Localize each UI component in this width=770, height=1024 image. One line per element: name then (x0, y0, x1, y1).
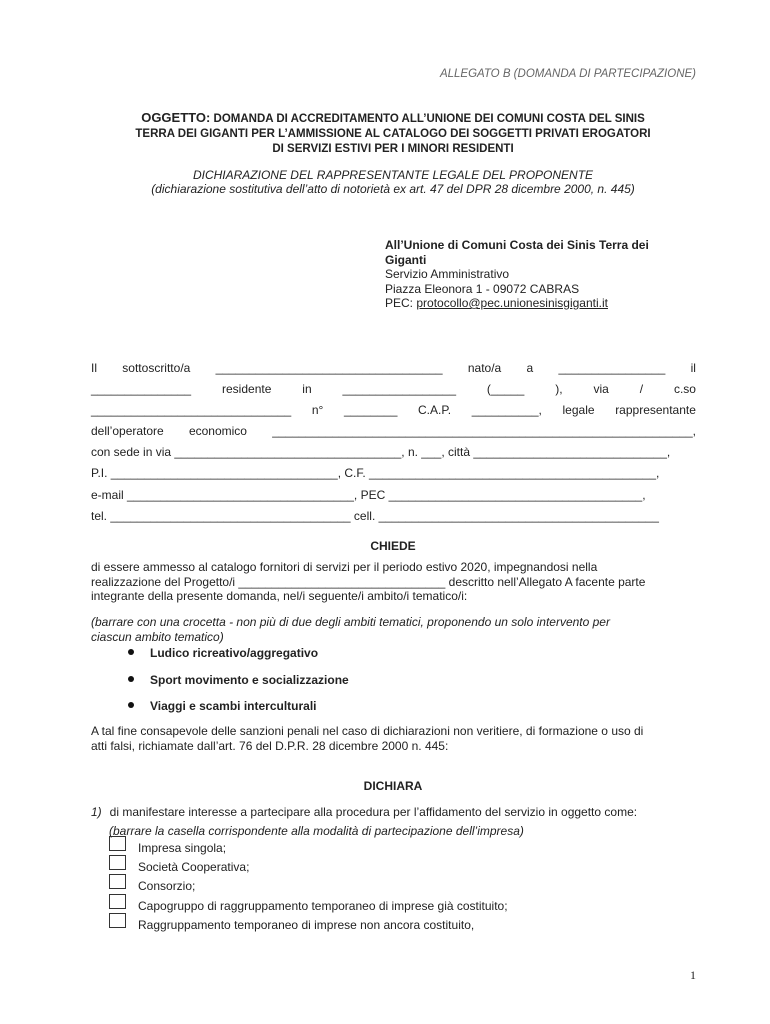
checkbox[interactable] (109, 836, 126, 851)
consapevole-line-2: atti falsi, richiamate dall’art. 76 del D.P.R. 28 dicembre 2000 n. 445: (91, 738, 449, 753)
checkbox[interactable] (109, 913, 126, 928)
checkbox[interactable] (109, 894, 126, 909)
ambito-item[interactable] (128, 699, 317, 713)
ambiti-note-line-2: ciascun ambito tematico) (91, 629, 224, 644)
page-number: 1 (690, 968, 696, 982)
item-text: di manifestare interesse a partecipare alla procedura per l’affidamento del servizio in oggetto come: (109, 805, 638, 819)
form-text: nato/a (467, 361, 502, 375)
form-text: via (593, 382, 609, 396)
oggetto-line-1: DOMANDA DI ACCREDITAMENTO ALL’UNIONE DEI COMUNI COSTA DEL SINIS (213, 113, 645, 125)
chiede-heading: CHIEDE (370, 539, 416, 553)
tel-cell-line[interactable]: tel. ____________________________________ cell. __________________________________________ (91, 509, 659, 523)
form-text: dell’operatore (91, 424, 164, 438)
form-text: / (639, 382, 644, 396)
chiede-line-2: realizzazione del Progetto/i _______________________________ descritto nell’Allegato A facente parte (91, 574, 646, 589)
form-text: il (690, 361, 696, 375)
form-text: c.so (673, 382, 696, 396)
form-row-8 (91, 509, 696, 523)
recipient-address (385, 238, 685, 311)
recipient-line-4: Piazza Eleonora 1 - 09072 CABRAS (385, 281, 580, 296)
piva-cf-line[interactable]: P.I. __________________________________, C.F. ___________________________________________, (91, 466, 660, 480)
dichiarazione-title (90, 168, 696, 196)
consapevole-paragraph (91, 724, 696, 753)
provincia-blank[interactable]: (_____ (486, 382, 525, 396)
option-societa-cooperativa[interactable] (109, 859, 249, 874)
form-text: residente (222, 382, 272, 396)
bullet-icon (128, 676, 134, 682)
bullet-icon (128, 649, 134, 655)
form-text: sottoscritto/a (122, 361, 191, 375)
checkbox[interactable] (109, 855, 126, 870)
option-impresa-singola[interactable] (109, 840, 226, 855)
chiede-line-1: di essere ammesso al catalogo fornitori di servizi per il periodo estivo 2020, impegnandosi nella (91, 560, 598, 574)
dichiara-item-note: (barrare la casella corrispondente alla modalità di partecipazione dell’impresa) (109, 824, 524, 838)
form-row-7 (91, 488, 696, 502)
form-row-6 (91, 466, 696, 480)
option-label: Impresa singola; (138, 841, 227, 855)
dichiara-heading: DICHIARA (363, 779, 423, 793)
recipient-line-2: Giganti (385, 252, 427, 267)
option-raggruppamento[interactable] (109, 917, 474, 932)
oggetto-heading (90, 110, 696, 157)
ambito-label: Sport movimento e socializzazione (150, 673, 349, 687)
option-label: Capogruppo di raggruppamento temporaneo di imprese già costituito; (138, 899, 508, 913)
ambito-item[interactable] (128, 646, 318, 660)
option-label: Società Cooperativa; (138, 860, 250, 874)
checkbox[interactable] (109, 874, 126, 889)
oggetto-line-3: DI SERVIZI ESTIVI PER I MINORI RESIDENTI (272, 143, 514, 155)
form-text: rappresentante (615, 403, 696, 417)
dichiarazione-line-1: DICHIARAZIONE DEL RAPPRESENTANTE LEGALE DEL PROPONENTE (192, 168, 594, 182)
form-row-1 (91, 361, 696, 375)
item-number: 1) (91, 805, 102, 819)
form-text: ), (555, 382, 563, 396)
pec-email-link[interactable]: protocollo@pec.unionesinisgiganti.it (416, 296, 608, 310)
form-text: economico (188, 424, 247, 438)
consapevole-line-1: A tal fine consapevole delle sanzioni penali nel caso di dichiarazioni non veritiere, di formazione o uso di (91, 724, 644, 738)
ambito-label: Ludico ricreativo/aggregativo (150, 646, 319, 660)
form-row-2 (91, 382, 696, 396)
form-row-3 (91, 403, 696, 417)
sottoscritto-blank[interactable]: __________________________________ (215, 361, 443, 375)
ambiti-note (91, 615, 696, 644)
chiede-body (91, 560, 696, 604)
cap-blank[interactable]: __________, (471, 403, 542, 417)
residenza-blank[interactable]: _________________ (342, 382, 457, 396)
form-text: legale (562, 403, 595, 417)
form-text: C.A.P. (418, 403, 452, 417)
via-blank[interactable]: ______________________________ (91, 403, 292, 417)
ambiti-note-line-1: (barrare con una crocetta - non più di due degli ambiti tematici, proponendo un solo intervento per (91, 615, 610, 629)
data-nascita-blank[interactable]: _______________ (91, 382, 192, 396)
form-row-5 (91, 445, 696, 459)
dichiarazione-line-2: (dichiarazione sostitutiva dell’atto di notorietà ex art. 47 del DPR 28 dicembre 2000, n. 445) (151, 182, 635, 196)
option-label: Raggruppamento temporaneo di imprese non ancora costituito, (138, 918, 475, 932)
dichiara-item-1 (91, 805, 696, 819)
ambito-item[interactable] (128, 673, 349, 687)
operatore-blank[interactable]: _______________________________________________________________, (272, 424, 696, 438)
option-label: Consorzio; (138, 879, 196, 893)
chiede-line-3: integrante della presente domanda, nel/i seguente/i ambito/i tematico/i: (91, 589, 468, 603)
civico-blank[interactable]: ________ (343, 403, 398, 417)
oggetto-lead: OGGETTO: (141, 110, 211, 125)
form-text: a (526, 361, 534, 375)
recipient-line-1: All’Unione di Comuni Costa dei Sinis Terra dei (385, 238, 649, 252)
allegato-label: ALLEGATO B (DOMANDA DI PARTECIPAZIONE) (439, 68, 696, 80)
form-text: n° (311, 403, 324, 417)
ambito-label: Viaggi e scambi interculturali (150, 699, 317, 713)
sede-line[interactable]: con sede in via __________________________________, n. ___, città _____________________________, (91, 445, 671, 459)
option-capogruppo[interactable] (109, 898, 508, 913)
bullet-icon (128, 702, 134, 708)
form-row-4 (91, 424, 696, 438)
pec-label: PEC: (385, 296, 417, 310)
form-text: Il (91, 361, 97, 375)
option-consorzio[interactable] (109, 878, 195, 893)
luogo-nascita-blank[interactable]: ________________ (558, 361, 666, 375)
form-text: in (302, 382, 312, 396)
recipient-line-3: Servizio Amministrativo (385, 267, 510, 281)
oggetto-line-2: TERRA DEI GIGANTI PER L’AMMISSIONE AL CATALOGO DEI SOGGETTI PRIVATI EROGATORI (135, 128, 651, 140)
email-pec-line[interactable]: e-mail __________________________________, PEC ______________________________________, (91, 488, 646, 502)
